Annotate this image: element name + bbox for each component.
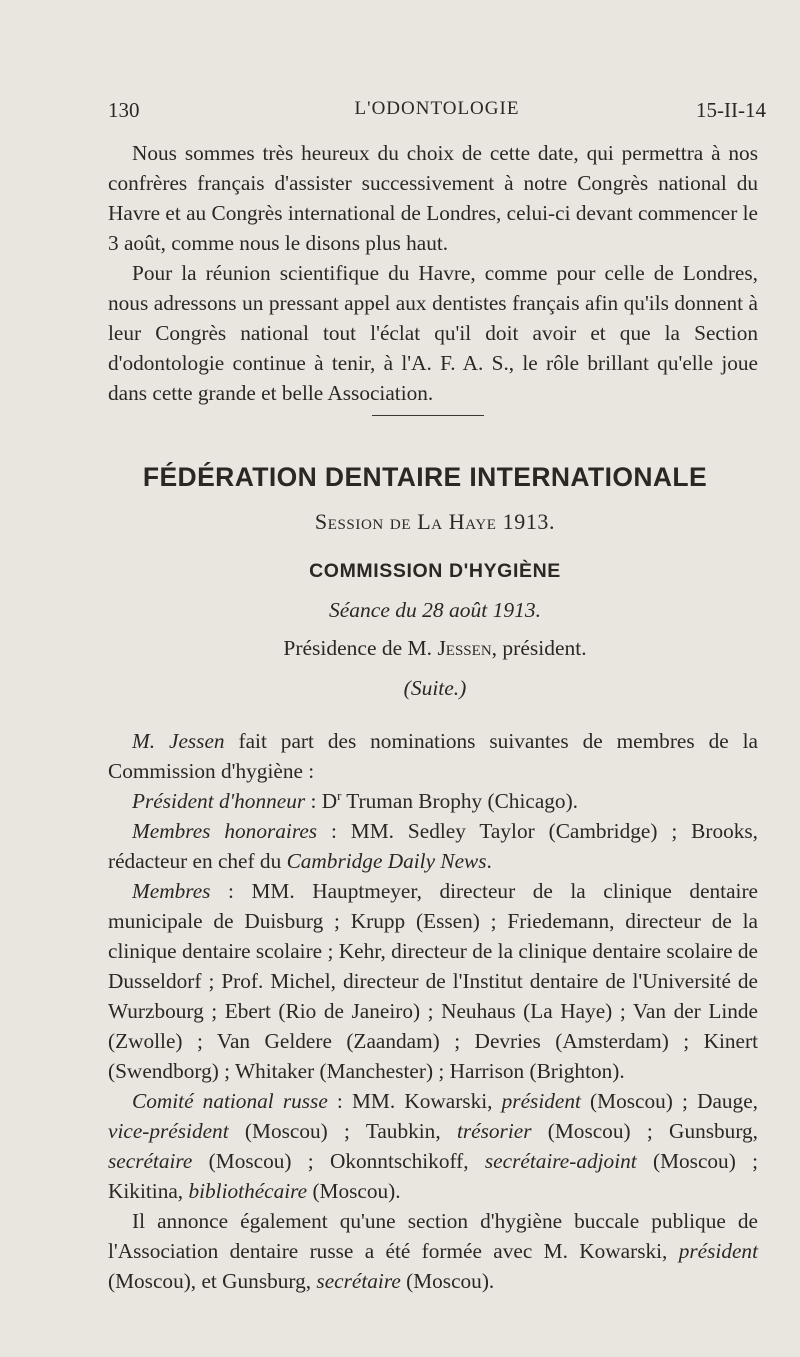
honorary-president-paragraph — [108, 786, 758, 816]
doctor-superscript: r — [337, 788, 342, 803]
presidence-suffix: , président. — [491, 636, 587, 660]
hs-role-president: président — [678, 1239, 758, 1263]
journal-name: Cambridge Daily News — [286, 849, 487, 873]
role-librarian: bibliothécaire — [188, 1179, 308, 1203]
intro-paragraph-1: Nous sommes très heureux du choix de cette date, qui permettra à nos confrères français d'assister successivement à notre Congrès national du Havre et au Congrès international de Londres, celui-ci devant commencer le 3 août, comme nous le disons plus haut. — [108, 141, 758, 255]
commission-heading: COMMISSION D'HYGIÈNE — [309, 560, 561, 582]
rc-text-d: (Moscou) ; Gunsburg, — [531, 1119, 759, 1143]
hygiene-section-paragraph — [108, 1206, 758, 1296]
seance-text: Séance du 28 août 1913. — [329, 598, 541, 622]
page-number: 130 — [108, 98, 140, 122]
hs-text-c: (Moscou). — [400, 1269, 495, 1293]
hs-text-b: (Moscou), et Gunsburg, — [108, 1269, 317, 1293]
honorary-president-label: Président d'honneur — [132, 789, 306, 813]
intro-text — [108, 138, 758, 408]
russian-committee-label: Comité national russe — [132, 1089, 328, 1113]
issue-date: 15-II-14 — [696, 98, 766, 122]
running-header — [108, 98, 766, 128]
rc-text-g: (Moscou). — [307, 1179, 401, 1203]
section-title: FÉDÉRATION DENTAIRE INTERNATIONALE — [142, 462, 708, 492]
presidence-prefix: Présidence de M. — [283, 636, 438, 660]
honorary-members-end: . — [486, 849, 492, 873]
section-divider — [372, 415, 484, 416]
doctor-prefix: : D — [305, 789, 338, 813]
seance-line — [0, 598, 800, 623]
intro-paragraph-2: Pour la réunion scientifique du Havre, comme pour celle de Londres, nous adressons un pressant appel aux dentistes français afin qu'ils donnent à leur Congrès national tout l'éclat qu'il doit avoir et que la Section d'odontologie continue à tenir, à l'A. F. A. S., le rôle brillant qu'elle joue dans cette grande et belle Association. — [108, 261, 758, 405]
nominations-paragraph — [108, 726, 758, 786]
members-text: : MM. Hauptmeyer, directeur de la clinique dentaire municipale de Duisburg ; Krupp (Essen) ; Friedemann, directeur de la clinique dentaire scolaire ; Kehr, directeur de la clinique dentaire scolaire de Dusseldorf ; Prof. Michel, directeur de l'Institut dentaire de l'Université de Wurzbourg ; Ebert (Rio de Janeiro) ; Neuhaus (La Haye) ; Van der Linde (Zwolle) ; Van Geldere (Zaandam) ; Devries (Amsterdam) ; Kinert (Swendborg) ; Whitaker (Manchester) ; Harrison (Brighton). — [108, 879, 758, 1083]
rc-text-e: (Moscou) ; Okonntschikoff, — [192, 1149, 485, 1173]
hs-text-a: Il annonce également qu'une section d'hygiène buccale publique de l'Association dentaire russe a été formée avec M. Kowarski, — [108, 1209, 758, 1263]
rc-text-b: (Moscou) ; Dauge, — [580, 1089, 758, 1113]
role-secretary: secrétaire — [108, 1149, 193, 1173]
speaker-name: M. Jessen — [132, 729, 225, 753]
nominations-text: fait part des nominations suivantes de membres de la Commission d'hygiène : — [108, 729, 758, 783]
russian-committee-paragraph — [108, 1086, 758, 1206]
role-president: président — [501, 1089, 581, 1113]
president-name: Jessen — [437, 636, 492, 660]
session-line: Session de La Haye 1913. — [314, 509, 556, 534]
presidence-line — [0, 636, 800, 661]
rc-text-f: (Moscou) ; Kikitina, — [108, 1149, 759, 1203]
honorary-members-label: Membres honoraires — [132, 819, 318, 843]
suite-note: (Suite.) — [403, 676, 467, 700]
role-vice-president: vice-président — [108, 1119, 229, 1143]
rc-text-a: : MM. Kowarski, — [327, 1089, 502, 1113]
hs-role-secretary: secrétaire — [316, 1269, 401, 1293]
journal-title: L'ODONTOLOGIE — [354, 98, 520, 119]
members-label: Membres — [132, 879, 211, 903]
role-assistant-secretary: secrétaire-adjoint — [484, 1149, 637, 1173]
commission-text — [108, 726, 758, 1296]
rc-text-c: (Moscou) ; Taubkin, — [228, 1119, 457, 1143]
role-treasurer: trésorier — [456, 1119, 532, 1143]
honorary-president-text: Truman Brophy (Chicago). — [341, 789, 578, 813]
honorary-members-paragraph — [108, 816, 758, 876]
members-paragraph — [108, 876, 758, 1086]
honorary-members-text: : MM. Sedley Taylor (Cambridge) ; Brooks, rédacteur en chef du — [108, 819, 759, 873]
